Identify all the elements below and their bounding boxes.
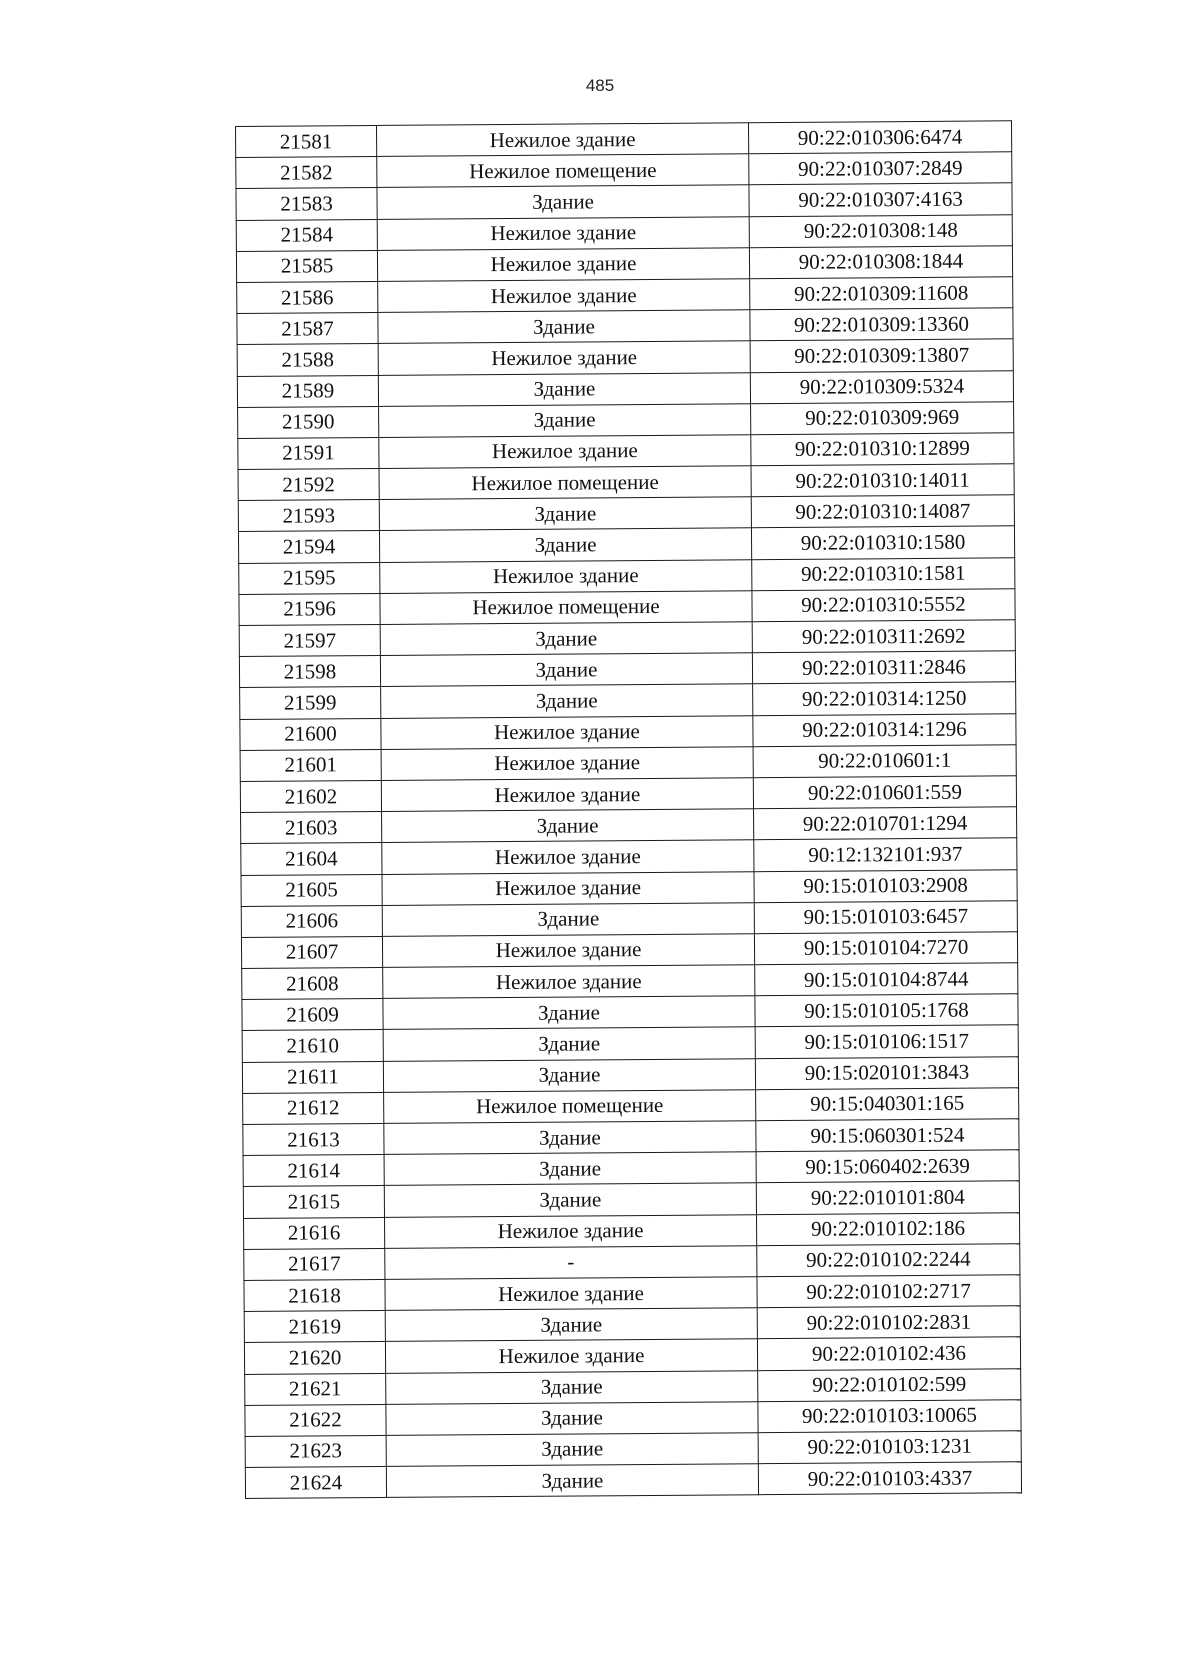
cadastral-number-cell: 90:22:010309:5324 xyxy=(750,370,1013,403)
cadastral-number-cell: 90:22:010601:1 xyxy=(753,745,1016,778)
row-number-cell: 21612 xyxy=(243,1092,384,1124)
row-number-cell: 21624 xyxy=(245,1466,386,1498)
row-number-cell: 21594 xyxy=(238,531,379,563)
row-number-cell: 21622 xyxy=(245,1404,386,1436)
object-type-cell: Нежилое здание xyxy=(378,341,750,375)
cadastral-number-cell: 90:22:010307:2849 xyxy=(749,152,1012,185)
cadastral-number-cell: 90:15:010103:2908 xyxy=(754,869,1017,902)
cadastral-number-cell: 90:22:010601:559 xyxy=(753,776,1016,809)
row-number-cell: 21593 xyxy=(238,500,379,532)
row-number-cell: 21584 xyxy=(236,219,377,251)
object-type-cell: Здание xyxy=(382,902,754,936)
cadastral-number-cell: 90:22:010308:148 xyxy=(749,214,1012,247)
object-type-cell: Здание xyxy=(384,1183,756,1217)
object-type-cell: Здание xyxy=(379,403,751,437)
cadastral-number-cell: 90:22:010103:10065 xyxy=(758,1399,1021,1432)
cadastral-number-cell: 90:22:010308:1844 xyxy=(749,246,1012,279)
object-type-cell: Здание xyxy=(379,528,751,562)
cadastral-number-cell: 90:22:010102:599 xyxy=(758,1368,1021,1401)
cadastral-number-cell: 90:22:010102:436 xyxy=(757,1337,1020,1370)
cadastral-number-cell: 90:15:010106:1517 xyxy=(755,1025,1018,1058)
object-type-cell: Нежилое помещение xyxy=(377,154,749,188)
cadastral-number-cell: 90:22:010103:1231 xyxy=(758,1431,1021,1464)
cadastral-number-cell: 90:22:010310:1580 xyxy=(751,526,1014,559)
cadastral-number-cell: 90:22:010102:2717 xyxy=(757,1275,1020,1308)
row-number-cell: 21621 xyxy=(245,1373,386,1405)
table-row xyxy=(245,1462,1021,1499)
cadastral-number-cell: 90:22:010310:12899 xyxy=(751,433,1014,466)
object-type-cell: Здание xyxy=(385,1308,757,1342)
object-type-cell: Нежилое здание xyxy=(385,1339,757,1373)
object-type-cell: Здание xyxy=(386,1401,758,1435)
row-number-cell: 21620 xyxy=(244,1342,385,1374)
row-number-cell: 21617 xyxy=(244,1248,385,1280)
row-number-cell: 21616 xyxy=(244,1217,385,1249)
row-number-cell: 21591 xyxy=(238,437,379,469)
object-type-cell: Здание xyxy=(382,809,754,843)
object-type-cell: Здание xyxy=(386,1464,758,1498)
row-number-cell: 21599 xyxy=(240,687,381,719)
cadastral-number-cell: 90:22:010310:14011 xyxy=(751,464,1014,497)
cadastral-number-cell: 90:22:010311:2692 xyxy=(752,620,1015,653)
row-number-cell: 21613 xyxy=(243,1123,384,1155)
object-type-cell: Здание xyxy=(380,622,752,656)
cadastral-number-cell: 90:15:010103:6457 xyxy=(754,900,1017,933)
object-type-cell: Нежилое здание xyxy=(382,934,754,968)
cadastral-number-cell: 90:22:010310:1581 xyxy=(752,557,1015,590)
row-number-cell: 21607 xyxy=(241,936,382,968)
object-type-cell: Здание xyxy=(380,653,752,687)
cadastral-number-cell: 90:22:010309:11608 xyxy=(750,277,1013,310)
cadastral-number-cell: 90:15:010104:8744 xyxy=(755,963,1018,996)
cadastral-number-cell: 90:15:010104:7270 xyxy=(754,932,1017,965)
object-type-cell: Нежилое здание xyxy=(380,559,752,593)
row-number-cell: 21583 xyxy=(236,188,377,220)
row-number-cell: 21588 xyxy=(237,344,378,376)
cadastral-number-cell: 90:22:010101:804 xyxy=(756,1181,1019,1214)
object-type-cell: Здание xyxy=(383,1058,755,1092)
row-number-cell: 21604 xyxy=(241,843,382,875)
object-type-cell: Нежилое здание xyxy=(385,1214,757,1248)
cadastral-number-cell: 90:12:132101:937 xyxy=(754,838,1017,871)
cadastral-number-cell: 90:15:020101:3843 xyxy=(755,1056,1018,1089)
cadastral-number-cell: 90:22:010314:1296 xyxy=(753,713,1016,746)
object-type-cell: Нежилое здание xyxy=(383,965,755,999)
object-type-cell: Здание xyxy=(384,1121,756,1155)
row-number-cell: 21598 xyxy=(239,656,380,688)
object-type-cell: Здание xyxy=(383,1027,755,1061)
object-type-cell: Нежилое помещение xyxy=(380,591,752,625)
cadastral-number-cell: 90:22:010314:1250 xyxy=(753,682,1016,715)
object-type-cell: Нежилое помещение xyxy=(379,466,751,500)
row-number-cell: 21614 xyxy=(243,1155,384,1187)
object-type-cell: Здание xyxy=(378,310,750,344)
row-number-cell: 21609 xyxy=(242,999,383,1031)
row-number-cell: 21608 xyxy=(242,968,383,1000)
object-type-cell: Нежилое здание xyxy=(376,123,748,157)
object-type-cell: Здание xyxy=(378,372,750,406)
cadastral-number-cell: 90:22:010102:2244 xyxy=(757,1244,1020,1277)
cadastral-number-cell: 90:22:010309:13360 xyxy=(750,308,1013,341)
row-number-cell: 21603 xyxy=(241,812,382,844)
object-type-cell: Здание xyxy=(386,1433,758,1467)
row-number-cell: 21581 xyxy=(236,125,377,157)
cadastral-number-cell: 90:22:010102:186 xyxy=(756,1212,1019,1245)
cadastral-number-cell: 90:15:010105:1768 xyxy=(755,994,1018,1027)
object-type-cell: Здание xyxy=(384,1152,756,1186)
object-type-cell: Нежилое здание xyxy=(377,247,749,281)
object-type-cell: Нежилое здание xyxy=(378,279,750,313)
object-type-cell: Нежилое здание xyxy=(379,435,751,469)
row-number-cell: 21585 xyxy=(236,250,377,282)
object-type-cell: Нежилое здание xyxy=(382,840,754,874)
object-type-cell: Нежилое здание xyxy=(381,778,753,812)
page-number: 485 xyxy=(585,76,615,95)
cadastral-number-cell: 90:22:010311:2846 xyxy=(752,651,1015,684)
row-number-cell: 21619 xyxy=(244,1311,385,1343)
object-type-cell: Здание xyxy=(379,497,751,531)
object-type-cell: Здание xyxy=(383,996,755,1030)
row-number-cell: 21610 xyxy=(242,1030,383,1062)
cadastral-number-cell: 90:22:010701:1294 xyxy=(754,807,1017,840)
cadastral-number-cell: 90:22:010309:969 xyxy=(751,401,1014,434)
row-number-cell: 21592 xyxy=(238,469,379,501)
row-number-cell: 21597 xyxy=(239,624,380,656)
row-number-cell: 21623 xyxy=(245,1435,386,1467)
registry-table-body xyxy=(236,121,1022,1499)
object-type-cell: Нежилое здание xyxy=(381,746,753,780)
row-number-cell: 21605 xyxy=(241,874,382,906)
row-number-cell: 21589 xyxy=(237,375,378,407)
object-type-cell: Нежилое здание xyxy=(385,1277,757,1311)
row-number-cell: 21606 xyxy=(241,905,382,937)
row-number-cell: 21618 xyxy=(244,1279,385,1311)
cadastral-number-cell: 90:22:010307:4163 xyxy=(749,183,1012,216)
object-type-cell: Нежилое помещение xyxy=(384,1090,756,1124)
registry-table xyxy=(235,120,1022,1499)
cadastral-number-cell: 90:22:010310:5552 xyxy=(752,589,1015,622)
object-type-cell: Здание xyxy=(386,1370,758,1404)
cadastral-number-cell: 90:15:040301:165 xyxy=(756,1088,1019,1121)
object-type-cell: Нежилое здание xyxy=(377,216,749,250)
row-number-cell: 21596 xyxy=(239,593,380,625)
cadastral-number-cell: 90:22:010306:6474 xyxy=(748,121,1011,154)
cadastral-number-cell: 90:22:010309:13807 xyxy=(750,339,1013,372)
row-number-cell: 21601 xyxy=(240,749,381,781)
cadastral-number-cell: 90:22:010103:4337 xyxy=(758,1462,1021,1495)
object-type-cell: Здание xyxy=(381,684,753,718)
cadastral-number-cell: 90:22:010310:14087 xyxy=(751,495,1014,528)
cadastral-number-cell: 90:15:060402:2639 xyxy=(756,1150,1019,1183)
object-type-cell: Здание xyxy=(377,185,749,219)
row-number-cell: 21586 xyxy=(237,281,378,313)
row-number-cell: 21602 xyxy=(240,780,381,812)
row-number-cell: 21582 xyxy=(236,157,377,189)
row-number-cell: 21600 xyxy=(240,718,381,750)
object-type-cell: Нежилое здание xyxy=(381,715,753,749)
object-type-cell: Нежилое здание xyxy=(382,871,754,905)
row-number-cell: 21611 xyxy=(242,1061,383,1093)
row-number-cell: 21587 xyxy=(237,313,378,345)
row-number-cell: 21590 xyxy=(238,406,379,438)
cadastral-number-cell: 90:22:010102:2831 xyxy=(757,1306,1020,1339)
object-type-cell: - xyxy=(385,1245,757,1279)
cadastral-number-cell: 90:15:060301:524 xyxy=(756,1119,1019,1152)
row-number-cell: 21595 xyxy=(239,562,380,594)
row-number-cell: 21615 xyxy=(243,1186,384,1218)
